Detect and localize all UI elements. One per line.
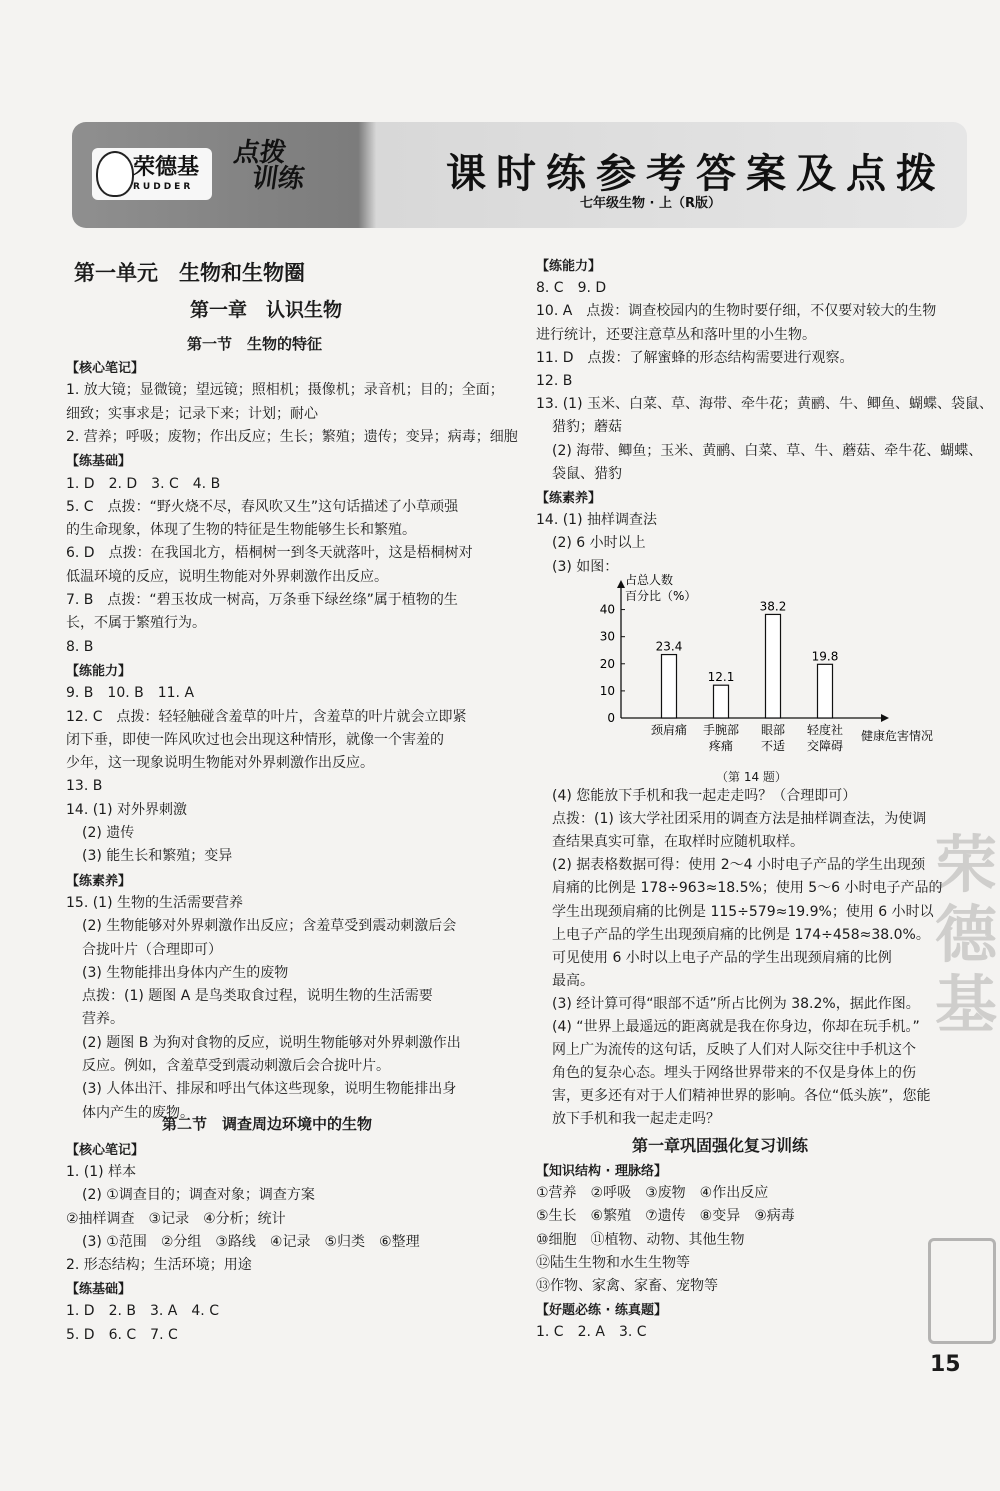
y-tick-label: 20 — [599, 656, 615, 671]
answer-line: 最高。 — [552, 972, 594, 989]
chart-caption: （第 14 题） — [716, 770, 787, 784]
y-axis-label: 占总人数 — [625, 573, 674, 587]
category-label: 轻度社 — [806, 723, 844, 737]
y-tick-label: 0 — [607, 711, 615, 725]
answer-line: 15. (1) 生物的生活需要营养 — [66, 894, 243, 911]
answer-line: (2) ①调查目的；调查对象；调查方案 — [82, 1187, 315, 1204]
answer-line: ⑬作物、家禽、家畜、宠物等 — [536, 1278, 718, 1294]
answer-line: 可见使用 6 小时以上电子产品的学生出现颈肩痛的比例 — [552, 949, 892, 966]
page-title: 课时练参考答案及点拨 — [446, 150, 946, 197]
answer-line: 低温环境的反应，说明生物能对外界刺激作出反应。 — [66, 568, 388, 585]
page-subtitle: 七年级生物 · 上（R版） — [580, 196, 722, 211]
answer-line: (3) 如图： — [552, 558, 619, 575]
category-label: 疼痛 — [708, 739, 734, 753]
logo-portrait-icon — [96, 151, 134, 197]
answer-line: ⑩细胞 ⑪植物、动物、其他生物 — [536, 1231, 745, 1248]
unit-title: 第一单元 生物和生物圈 — [74, 260, 305, 285]
answer-line: (2) 海带、鲫鱼；玉米、黄鹂、白菜、草、牛、蘑菇、牵牛花、蝴蝶、 — [552, 442, 983, 459]
answer-line: 角色的复杂心态。埋头于网络世界带来的不仅是身体上的伤 — [552, 1065, 916, 1082]
answer-line: (4) “世界上最遥远的距离就是我在你身边，你却在玩手机。” — [552, 1019, 920, 1035]
bar-value-label: 23.4 — [655, 639, 683, 654]
answer-line: (4) 您能放下手机和我一起走走吗？（合理即可） — [552, 788, 857, 804]
series-name-line1: 点拨 — [231, 138, 288, 168]
bar-value-label: 12.1 — [707, 670, 735, 685]
answer-line: 肩痛的比例是 178÷963≈18.5%；使用 5～6 小时电子产品的 — [552, 880, 943, 897]
answer-line: 13. B — [66, 778, 103, 795]
answer-line: 12. C 点拨：轻轻触碰含羞草的叶片，含羞草的叶片就会立即紧 — [66, 708, 467, 725]
answer-line: 7. B 点拨：“碧玉妆成一树高，万条垂下绿丝绦”属于植物的生 — [66, 592, 458, 608]
answer-line: (3) 经计算可得“眼部不适”所占比例为 38.2%，据此作图。 — [552, 995, 920, 1012]
answer-line: ①营养 ②呼吸 ③废物 ④作出反应 — [536, 1185, 769, 1202]
answer-line: 网上广为流传的这句话，反映了人们对人际交往中手机这个 — [552, 1042, 916, 1059]
answer-line: 1. C 2. A 3. C — [536, 1324, 647, 1341]
answer-line: 8. C 9. D — [536, 280, 607, 297]
category-label: 交障碍 — [806, 739, 844, 753]
answer-line: 的生命现象，体现了生物的特征是生物能够生长和繁殖。 — [66, 522, 416, 539]
answer-line: 5. C 点拨：“野火烧不尽，春风吹又生”这句话描述了小草顽强 — [66, 498, 459, 515]
answer-line: 少年，这一现象说明生物能对外界刺激作出反应。 — [66, 755, 374, 772]
answer-line: 上电子产品的学生出现颈肩痛的比例是 174÷458≈38.0%。 — [552, 926, 930, 943]
bar-value-label: 38.2 — [759, 599, 787, 614]
answer-line: 9. B 10. B 11. A — [66, 685, 195, 702]
answer-line: 闭下垂，即使一阵风吹过也会出现这种情形，就像一个害羞的 — [66, 731, 444, 748]
answer-line: 长，不属于繁殖行为。 — [66, 615, 206, 632]
answer-line: 2. 形态结构；生活环境；用途 — [66, 1257, 252, 1273]
answer-line: 1. (1) 样本 — [66, 1164, 137, 1181]
y-tick-label: 40 — [599, 602, 615, 617]
category-label: 不适 — [760, 739, 786, 753]
section-tag: 【好题必练 · 练真题】 — [536, 1303, 667, 1319]
answer-line: 8. B — [66, 638, 94, 655]
answer-line: (3) 人体出汗、排尿和呼出气体这些现象，说明生物能排出身 — [82, 1081, 457, 1098]
watermark-stamp-icon: 荣 德 基 — [935, 828, 998, 1041]
answer-line: 查结果真实可靠，在取样时应随机取样。 — [552, 834, 804, 851]
series-name — [228, 140, 309, 192]
answer-line: 11. D 点拨：了解蜜蜂的形态结构需要进行观察。 — [536, 349, 854, 366]
bar — [766, 614, 781, 718]
section-tag: 【练素养】 — [66, 873, 132, 889]
y-axis-arrow-icon — [617, 580, 625, 588]
section-title-2: 第二节 调查周边环境中的生物 — [162, 1115, 373, 1133]
bar — [818, 664, 833, 718]
chapter-title: 第一章 认识生物 — [190, 299, 343, 321]
bar — [714, 685, 729, 718]
answer-line: 14. (1) 抽样调查法 — [536, 512, 657, 529]
watermark-seal-icon — [928, 1238, 996, 1344]
series-name-line2: 训练 — [250, 164, 307, 194]
answer-line: 点拨：(1) 该大学社团采用的调查方法是抽样调查法，为使调 — [552, 811, 927, 828]
answer-line: (2) 据表格数据可得：使用 2～4 小时电子产品的学生出现颈 — [552, 857, 925, 874]
answer-line: 5. D 6. C 7. C — [66, 1326, 178, 1343]
review-title: 第一章巩固强化复习训练 — [632, 1136, 809, 1155]
y-axis-label: 百分比（%） — [625, 589, 697, 603]
answer-line: 猎豹；蘑菇 — [552, 419, 622, 436]
answer-line: 1. 放大镜；显微镜；望远镜；照相机；摄像机；录音机；目的；全面； — [66, 382, 504, 399]
answer-line: 2. 营养；呼吸；废物；作出反应；生长；繁殖；遗传；变异；病毒；细胞 — [66, 428, 518, 445]
category-label: 颈肩痛 — [650, 723, 688, 737]
answer-line: (2) 6 小时以上 — [552, 535, 646, 552]
answer-line: 点拨：(1) 题图 A 是鸟类取食过程，说明生物的生活需要 — [82, 988, 433, 1005]
answer-line: 14. (1) 对外界刺激 — [66, 801, 187, 818]
logo-sub: RUDDER — [133, 182, 194, 192]
answer-line: (3) 能生长和繁殖；变异 — [82, 848, 233, 865]
answer-line: (3) ①范围 ②分组 ③路线 ④记录 ⑤归类 ⑥整理 — [82, 1233, 420, 1250]
answer-line: 细致；实事求是；记录下来；计划；耐心 — [66, 405, 318, 422]
section-tag: 【知识结构 · 理脉络】 — [536, 1164, 667, 1179]
answer-line: (2) 遗传 — [82, 825, 135, 841]
answer-line: 营养。 — [82, 1011, 124, 1028]
section-tag: 【练能力】 — [66, 663, 132, 679]
answer-line: ②抽样调查 ③记录 ④分析；统计 — [66, 1210, 286, 1227]
answer-line: 1. D 2. B 3. A 4. C — [66, 1303, 219, 1320]
answer-line: 10. A 点拨：调查校园内的生物时要仔细，不仅要对较大的生物 — [536, 303, 937, 320]
logo-name: 荣德基 — [133, 154, 200, 180]
answer-line: 放下手机和我一起走走吗？ — [552, 1111, 720, 1128]
section-tag: 【练基础】 — [66, 1282, 132, 1298]
section-tag: 【核心笔记】 — [66, 361, 145, 376]
category-label: 手腕部 — [702, 723, 740, 737]
answer-line: (2) 生物能够对外界刺激作出反应；含羞草受到震动刺激后会 — [82, 918, 457, 935]
answer-line: (3) 生物能排出身体内产生的废物 — [82, 964, 289, 981]
bar — [662, 655, 677, 718]
page-number: 15 — [930, 1352, 961, 1377]
section-title-1: 第一节 生物的特征 — [187, 335, 323, 353]
answer-line: 合拢叶片（合理即可） — [82, 941, 222, 958]
answer-line: 学生出现颈肩痛的比例是 115÷579≈19.9%；使用 6 小时以 — [552, 903, 934, 920]
answer-line: 1. D 2. D 3. C 4. B — [66, 475, 221, 492]
answer-line: (2) 题图 B 为狗对食物的反应，说明生物能够对外界刺激作出 — [82, 1034, 461, 1051]
answer-line: 害，更多还有对于人们精神世界的影响。各位“低头族”，您能 — [552, 1088, 931, 1105]
answer-line: 反应。例如，含羞草受到震动刺激后会合拢叶片。 — [82, 1058, 390, 1074]
x-axis-label: 健康危害情况 — [861, 729, 934, 743]
bar-value-label: 19.8 — [811, 649, 839, 664]
section-tag: 【核心笔记】 — [66, 1143, 145, 1158]
answer-line: ⑫陆生生物和水生生物等 — [536, 1254, 690, 1271]
section-tag: 【练素养】 — [536, 491, 602, 506]
section-tag: 【练基础】 — [66, 454, 132, 470]
answer-line: 12. B — [536, 373, 573, 389]
bar-chart — [585, 573, 934, 788]
section-tag: 【练能力】 — [536, 259, 602, 274]
answer-line: ⑤生长 ⑥繁殖 ⑦遗传 ⑧变异 ⑨病毒 — [536, 1208, 795, 1225]
answer-line: 袋鼠、猎豹 — [552, 465, 622, 482]
answer-line: 体内产生的废物。 — [82, 1104, 194, 1121]
x-axis-arrow-icon — [881, 714, 889, 722]
answer-line: 6. D 点拨：在我国北方，梧桐树一到冬天就落叶，这是梧桐树对 — [66, 545, 473, 562]
category-label: 眼部 — [760, 723, 786, 737]
y-tick-label: 30 — [599, 629, 615, 644]
answer-line: 13. (1) 玉米、白菜、草、海带、牵牛花；黄鹂、牛、鲫鱼、蝴蝶、袋鼠、 — [536, 396, 993, 413]
answer-line: 进行统计，还要注意草丛和落叶里的小生物。 — [536, 326, 816, 343]
y-tick-label: 10 — [599, 683, 615, 698]
